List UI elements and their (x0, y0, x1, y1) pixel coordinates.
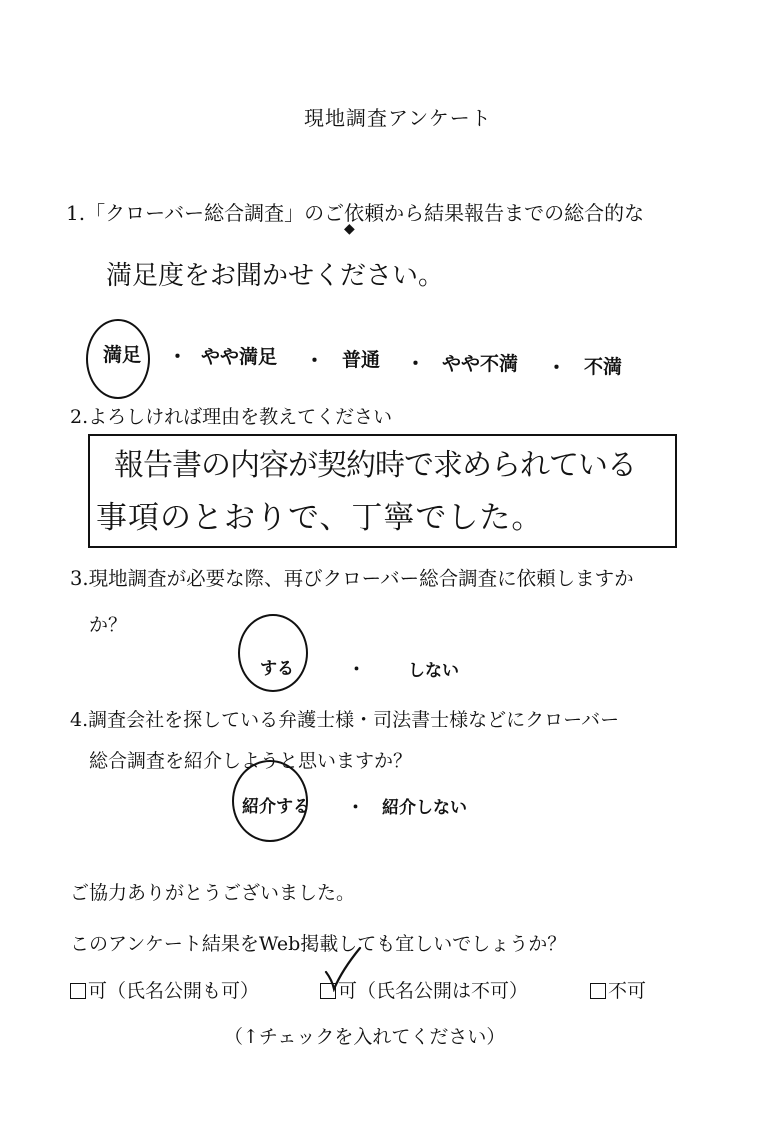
q1-text-line1: 1.「クローバー総合調査」のご依頼から結果報告までの総合的な (66, 201, 645, 225)
choice-label: 可（氏名公開も可） (88, 980, 260, 1002)
choice-label: 可（氏名公開は不可） (338, 980, 529, 1002)
q3-text-line2: か？ (89, 614, 128, 636)
q1-option-satisfied[interactable]: 満足 (103, 344, 142, 366)
page-title: 現地調査アンケート (304, 106, 492, 130)
selection-circle (232, 760, 308, 842)
separator: ・ (347, 798, 364, 818)
q2-answer-line2: 事項のとおりで、丁寧でした。 (96, 500, 544, 536)
separator: ・ (305, 350, 325, 372)
q3-option-yes[interactable]: する (260, 659, 294, 679)
selection-circle (238, 614, 308, 692)
q1-text-line2: 満足度をお聞かせください。 (106, 261, 445, 291)
thanks-text: ご協力ありがとうございました。 (70, 882, 356, 904)
checkbox-icon[interactable] (590, 983, 606, 999)
q1-option-neutral[interactable]: 普通 (342, 349, 381, 371)
q4-text-line1: 4.調査会社を探している弁護士様・司法書士様などにクローバー (70, 709, 620, 731)
q3-option-no[interactable]: しない (408, 661, 459, 681)
q2-text: 2.よろしければ理由を教えてください (70, 406, 393, 428)
separator: ・ (406, 353, 426, 375)
separator: ・ (168, 346, 188, 368)
choice-decline[interactable] (590, 976, 646, 1003)
choice-label: 不可 (608, 980, 647, 1002)
q3-text-line1: 3.現地調査が必要な際、再びクローバー総合調査に依頼しますか (70, 567, 634, 590)
q4-text-line2: 総合調査を紹介しようと思いますか？ (89, 750, 413, 772)
q1-option-somewhat-satisfied[interactable]: やや満足 (201, 346, 278, 368)
checkmark-icon (322, 944, 362, 992)
q4-option-no[interactable]: 紹介しない (382, 798, 467, 818)
choice-allow-name[interactable] (70, 976, 259, 1003)
q1-option-dissatisfied[interactable]: 不満 (584, 356, 623, 378)
separator: ・ (547, 357, 567, 379)
checkbox-icon[interactable] (70, 983, 86, 999)
q1-option-somewhat-dissatisfied[interactable]: やや不満 (442, 353, 519, 375)
q4-option-yes[interactable]: 紹介する (242, 797, 310, 817)
ink-mark: ◆ (344, 221, 355, 237)
check-instruction: （↑チェックを入れてください） (224, 1026, 506, 1048)
web-publish-question: このアンケート結果をWeb掲載しても宜しいでしょうか？ (70, 933, 567, 955)
selection-circle (86, 319, 150, 399)
separator: ・ (348, 660, 365, 680)
q2-answer-line1: 報告書の内容が契約時で求められている (114, 448, 636, 483)
